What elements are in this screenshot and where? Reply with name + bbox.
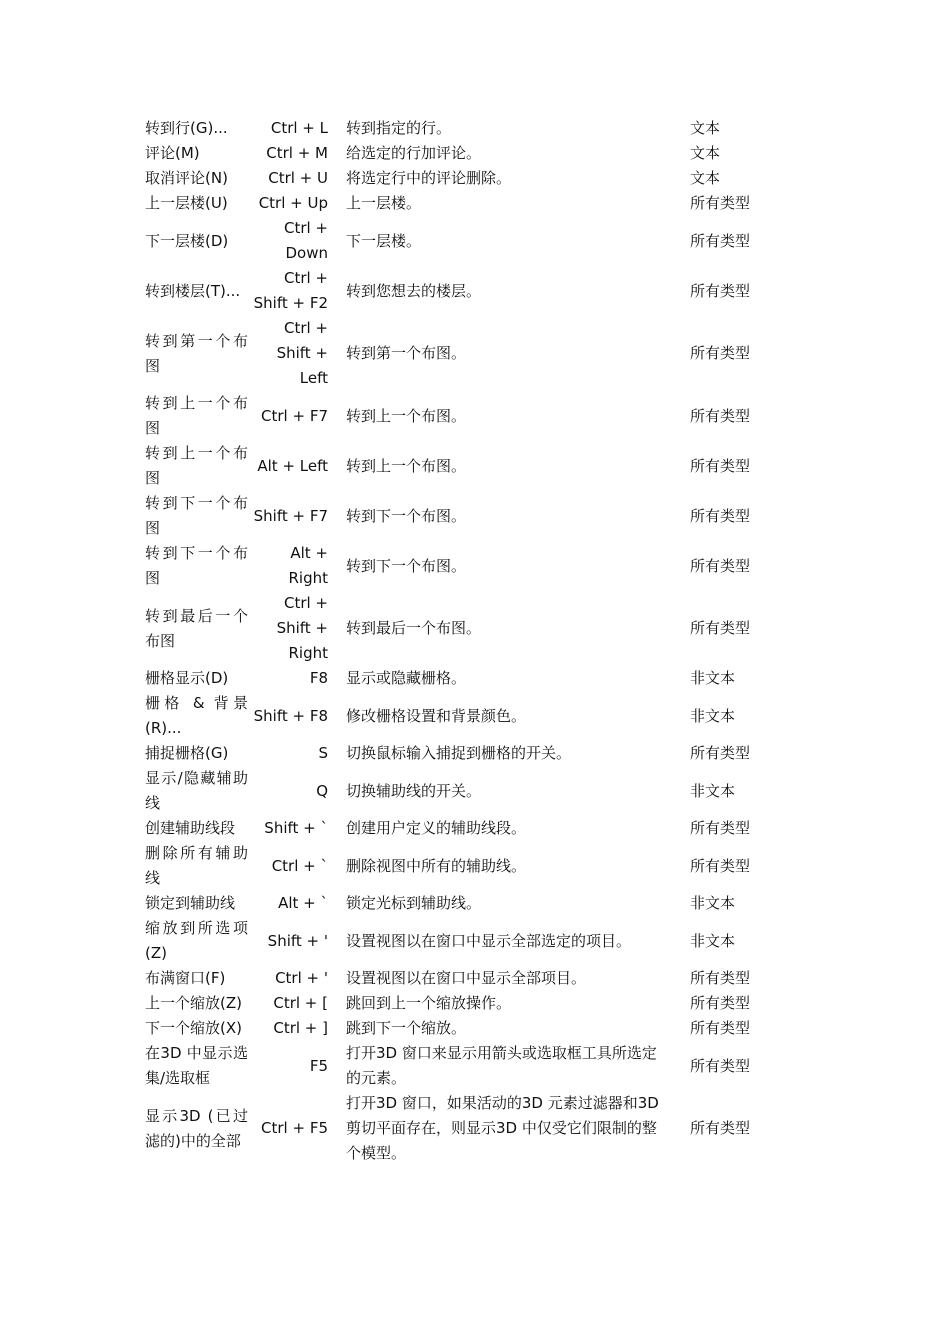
command-cell-text: 上一层楼(U) <box>145 194 228 212</box>
description-cell <box>330 316 680 391</box>
command-cell-text: 下一个缩放(X) <box>145 1019 242 1037</box>
description-cell-text: 切换辅助线的开关。 <box>346 781 482 800</box>
type-cell <box>680 116 800 141</box>
type-cell-text: 文本 <box>690 144 721 162</box>
command-cell <box>140 116 252 141</box>
description-cell <box>330 766 680 816</box>
description-cell-text: 切换鼠标输入捕捉到栅格的开关。 <box>346 744 572 762</box>
command-cell <box>140 216 252 266</box>
shortcut-table <box>140 116 800 1166</box>
type-cell-text: 所有类型 <box>690 406 751 425</box>
table-row <box>140 1091 800 1166</box>
description-cell-text: 给选定的行加评论。 <box>346 144 482 162</box>
command-cell-text: 转到最后一个布图 <box>145 606 248 650</box>
description-cell-text: 转到最后一个布图。 <box>346 619 482 637</box>
type-cell <box>680 266 800 316</box>
table-row <box>140 991 800 1016</box>
type-cell <box>680 816 800 841</box>
description-cell <box>330 266 680 316</box>
shortcut-cell-text: Ctrl + Shift + Right <box>276 594 328 662</box>
description-cell-text: 转到您想去的楼层。 <box>346 281 482 300</box>
type-cell-text: 文本 <box>690 169 721 187</box>
table-row <box>140 966 800 991</box>
shortcut-cell <box>252 541 330 591</box>
command-cell-text: 删除所有辅助线 <box>145 844 248 887</box>
shortcut-cell-text: Shift + F7 <box>253 506 328 525</box>
shortcut-cell-text: Ctrl + Shift + F2 <box>253 269 328 312</box>
type-cell <box>680 841 800 891</box>
command-cell-text: 转到下一个布图 <box>145 494 248 537</box>
command-cell <box>140 766 252 816</box>
type-cell-text: 所有类型 <box>690 619 751 637</box>
command-cell <box>140 1016 252 1041</box>
table-row <box>140 441 800 491</box>
shortcut-cell-text: Ctrl + L <box>270 119 328 137</box>
table-row <box>140 1041 800 1091</box>
command-cell-text: 下一层楼(D) <box>145 231 229 250</box>
description-cell <box>330 166 680 191</box>
table-row <box>140 191 800 216</box>
type-cell <box>680 741 800 766</box>
type-cell-text: 所有类型 <box>690 744 751 762</box>
shortcut-cell-text: Ctrl + F5 <box>261 1119 328 1137</box>
table-row <box>140 266 800 316</box>
type-cell-text: 所有类型 <box>690 1056 751 1075</box>
command-cell-text: 栅格 & 背景(R)... <box>145 694 248 737</box>
shortcut-cell-text: F5 <box>309 1056 328 1075</box>
shortcut-cell <box>252 816 330 841</box>
shortcut-cell-text: Ctrl + ] <box>273 1019 328 1037</box>
shortcut-cell <box>252 166 330 191</box>
type-cell-text: 文本 <box>690 119 721 137</box>
type-cell-text: 所有类型 <box>690 1019 751 1037</box>
description-cell <box>330 116 680 141</box>
description-cell <box>330 916 680 966</box>
command-cell-text: 栅格显示(D) <box>145 669 229 687</box>
shortcut-cell <box>252 991 330 1016</box>
shortcut-table-body <box>140 116 800 1166</box>
type-cell <box>680 1091 800 1166</box>
description-cell <box>330 1091 680 1166</box>
description-cell-text: 下一层楼。 <box>346 231 422 250</box>
description-cell-text: 转到下一个布图。 <box>346 556 467 575</box>
table-row <box>140 691 800 741</box>
shortcut-cell-text: Alt + Left <box>257 456 328 475</box>
command-cell-text: 上一个缩放(Z) <box>145 994 242 1012</box>
type-cell-text: 所有类型 <box>690 281 751 300</box>
type-cell-text: 所有类型 <box>690 556 751 575</box>
description-cell-text: 显示或隐藏栅格。 <box>346 669 467 687</box>
shortcut-cell-text: Alt + Right <box>288 544 328 587</box>
description-cell <box>330 216 680 266</box>
description-cell <box>330 841 680 891</box>
shortcut-cell-text: Shift + ' <box>267 931 328 950</box>
type-cell-text: 非文本 <box>690 781 736 800</box>
shortcut-cell-text: Ctrl + ' <box>275 969 328 987</box>
description-cell <box>330 1041 680 1091</box>
command-cell-text: 显示3D (已过滤的)中的全部 <box>145 1106 248 1150</box>
type-cell-text: 所有类型 <box>690 994 751 1012</box>
description-cell <box>330 541 680 591</box>
shortcut-cell <box>252 666 330 691</box>
shortcut-cell-text: Ctrl + M <box>266 144 328 162</box>
shortcut-cell <box>252 916 330 966</box>
description-cell <box>330 191 680 216</box>
shortcut-cell <box>252 191 330 216</box>
type-cell-text: 所有类型 <box>690 856 751 875</box>
description-cell <box>330 591 680 666</box>
command-cell-text: 取消评论(N) <box>145 169 228 187</box>
command-cell <box>140 966 252 991</box>
command-cell-text: 布满窗口(F) <box>145 969 226 987</box>
description-cell <box>330 666 680 691</box>
description-cell <box>330 691 680 741</box>
command-cell <box>140 541 252 591</box>
table-row <box>140 316 800 391</box>
command-cell <box>140 991 252 1016</box>
shortcut-cell-text: Ctrl + ` <box>271 856 328 875</box>
command-cell <box>140 316 252 391</box>
shortcut-cell <box>252 1041 330 1091</box>
command-cell-text: 显示/隐藏辅助线 <box>145 769 248 812</box>
command-cell <box>140 816 252 841</box>
description-cell <box>330 816 680 841</box>
description-cell-text: 修改栅格设置和背景颜色。 <box>346 706 527 725</box>
type-cell <box>680 1041 800 1091</box>
type-cell-text: 所有类型 <box>690 344 751 362</box>
command-cell <box>140 166 252 191</box>
shortcut-cell-text: Ctrl + F7 <box>261 406 328 425</box>
table-row <box>140 216 800 266</box>
type-cell <box>680 666 800 691</box>
type-cell <box>680 391 800 441</box>
description-cell <box>330 891 680 916</box>
description-cell-text: 创建用户定义的辅助线段。 <box>346 819 527 837</box>
table-row <box>140 591 800 666</box>
table-row <box>140 816 800 841</box>
type-cell <box>680 591 800 666</box>
shortcut-cell <box>252 966 330 991</box>
command-cell-text: 转到下一个布图 <box>145 544 248 587</box>
shortcut-cell <box>252 266 330 316</box>
description-cell-text: 删除视图中所有的辅助线。 <box>346 856 527 875</box>
shortcut-cell-text: Shift + ` <box>264 819 328 837</box>
command-cell <box>140 841 252 891</box>
type-cell-text: 所有类型 <box>690 969 751 987</box>
type-cell <box>680 891 800 916</box>
type-cell <box>680 441 800 491</box>
shortcut-cell <box>252 216 330 266</box>
table-row <box>140 916 800 966</box>
type-cell-text: 所有类型 <box>690 231 751 250</box>
table-row <box>140 766 800 816</box>
command-cell <box>140 191 252 216</box>
shortcut-cell <box>252 316 330 391</box>
description-cell-text: 转到第一个布图。 <box>346 344 467 362</box>
command-cell <box>140 916 252 966</box>
description-cell-text: 上一层楼。 <box>346 194 422 212</box>
description-cell-text: 打开3D 窗口，如果活动的3D 元素过滤器和3D 剪切平面存在，则显示3D 中仅受它们限制的整个模型。 <box>346 1094 659 1162</box>
shortcut-cell <box>252 1091 330 1166</box>
type-cell <box>680 691 800 741</box>
type-cell-text: 非文本 <box>690 894 736 912</box>
description-cell <box>330 441 680 491</box>
type-cell-text: 所有类型 <box>690 1119 751 1137</box>
type-cell <box>680 1016 800 1041</box>
description-cell <box>330 991 680 1016</box>
table-row <box>140 666 800 691</box>
command-cell <box>140 1041 252 1091</box>
command-cell-text: 转到上一个布图 <box>145 444 248 487</box>
shortcut-cell-text: Q <box>316 781 328 800</box>
type-cell <box>680 141 800 166</box>
type-cell <box>680 316 800 391</box>
type-cell-text: 所有类型 <box>690 194 751 212</box>
command-cell <box>140 141 252 166</box>
shortcut-cell <box>252 1016 330 1041</box>
description-cell <box>330 141 680 166</box>
description-cell-text: 打开3D 窗口来显示用箭头或选取框工具所选定的元素。 <box>346 1044 657 1087</box>
type-cell-text: 非文本 <box>690 669 736 687</box>
type-cell-text: 非文本 <box>690 931 736 950</box>
table-row <box>140 1016 800 1041</box>
description-cell-text: 跳到下一个缩放。 <box>346 1019 467 1037</box>
description-cell <box>330 966 680 991</box>
type-cell <box>680 491 800 541</box>
type-cell <box>680 216 800 266</box>
type-cell-text: 所有类型 <box>690 506 751 525</box>
shortcut-cell-text: S <box>318 744 328 762</box>
description-cell-text: 转到上一个布图。 <box>346 406 467 425</box>
type-cell <box>680 916 800 966</box>
description-cell <box>330 391 680 441</box>
command-cell <box>140 266 252 316</box>
type-cell-text: 非文本 <box>690 706 736 725</box>
shortcut-cell <box>252 766 330 816</box>
description-cell-text: 设置视图以在窗口中显示全部选定的项目。 <box>346 931 632 950</box>
description-cell-text: 转到下一个布图。 <box>346 506 467 525</box>
description-cell-text: 将选定行中的评论删除。 <box>346 169 512 187</box>
shortcut-cell <box>252 491 330 541</box>
command-cell <box>140 891 252 916</box>
command-cell-text: 在3D 中显示选集/选取框 <box>145 1044 248 1087</box>
shortcut-cell <box>252 441 330 491</box>
description-cell-text: 转到上一个布图。 <box>346 456 467 475</box>
shortcut-cell-text: Shift + F8 <box>253 706 328 725</box>
command-cell-text: 转到第一个布图 <box>145 331 248 375</box>
table-row <box>140 891 800 916</box>
table-row <box>140 166 800 191</box>
description-cell-text: 跳回到上一个缩放操作。 <box>346 994 512 1012</box>
command-cell-text: 转到行(G)... <box>145 119 228 137</box>
command-cell-text: 捕捉栅格(G) <box>145 744 229 762</box>
command-cell <box>140 391 252 441</box>
command-cell <box>140 1091 252 1166</box>
command-cell-text: 评论(M) <box>145 144 200 162</box>
table-row <box>140 541 800 591</box>
command-cell <box>140 441 252 491</box>
shortcut-cell <box>252 891 330 916</box>
type-cell <box>680 166 800 191</box>
command-cell-text: 创建辅助线段 <box>145 819 236 837</box>
table-row <box>140 141 800 166</box>
type-cell <box>680 966 800 991</box>
shortcut-cell <box>252 141 330 166</box>
shortcut-cell <box>252 841 330 891</box>
table-row <box>140 741 800 766</box>
description-cell-text: 锁定光标到辅助线。 <box>346 894 482 912</box>
command-cell <box>140 741 252 766</box>
command-cell <box>140 591 252 666</box>
type-cell <box>680 766 800 816</box>
description-cell <box>330 491 680 541</box>
table-row <box>140 391 800 441</box>
shortcut-cell-text: Alt + ` <box>278 894 328 912</box>
type-cell <box>680 541 800 591</box>
description-cell-text: 转到指定的行。 <box>346 119 452 137</box>
command-cell-text: 缩放到所选项(Z) <box>145 919 248 962</box>
command-cell <box>140 491 252 541</box>
type-cell-text: 所有类型 <box>690 456 751 475</box>
command-cell <box>140 691 252 741</box>
shortcut-cell <box>252 591 330 666</box>
shortcut-cell-text: Ctrl + Down <box>283 219 328 262</box>
type-cell <box>680 991 800 1016</box>
shortcut-cell-text: Ctrl + Shift + Left <box>276 319 328 387</box>
shortcut-cell <box>252 691 330 741</box>
type-cell <box>680 191 800 216</box>
type-cell-text: 所有类型 <box>690 819 751 837</box>
description-cell <box>330 741 680 766</box>
command-cell-text: 锁定到辅助线 <box>145 894 236 912</box>
command-cell-text: 转到上一个布图 <box>145 394 248 437</box>
table-row <box>140 116 800 141</box>
command-cell <box>140 666 252 691</box>
table-row <box>140 491 800 541</box>
description-cell-text: 设置视图以在窗口中显示全部项目。 <box>346 969 587 987</box>
shortcut-cell <box>252 391 330 441</box>
description-cell <box>330 1016 680 1041</box>
command-cell-text: 转到楼层(T)... <box>145 281 241 300</box>
shortcut-cell-text: F8 <box>309 669 328 687</box>
shortcut-cell-text: Ctrl + [ <box>273 994 328 1012</box>
table-row <box>140 841 800 891</box>
shortcut-cell-text: Ctrl + U <box>268 169 328 187</box>
shortcut-cell <box>252 116 330 141</box>
shortcut-cell <box>252 741 330 766</box>
shortcut-cell-text: Ctrl + Up <box>258 194 328 212</box>
